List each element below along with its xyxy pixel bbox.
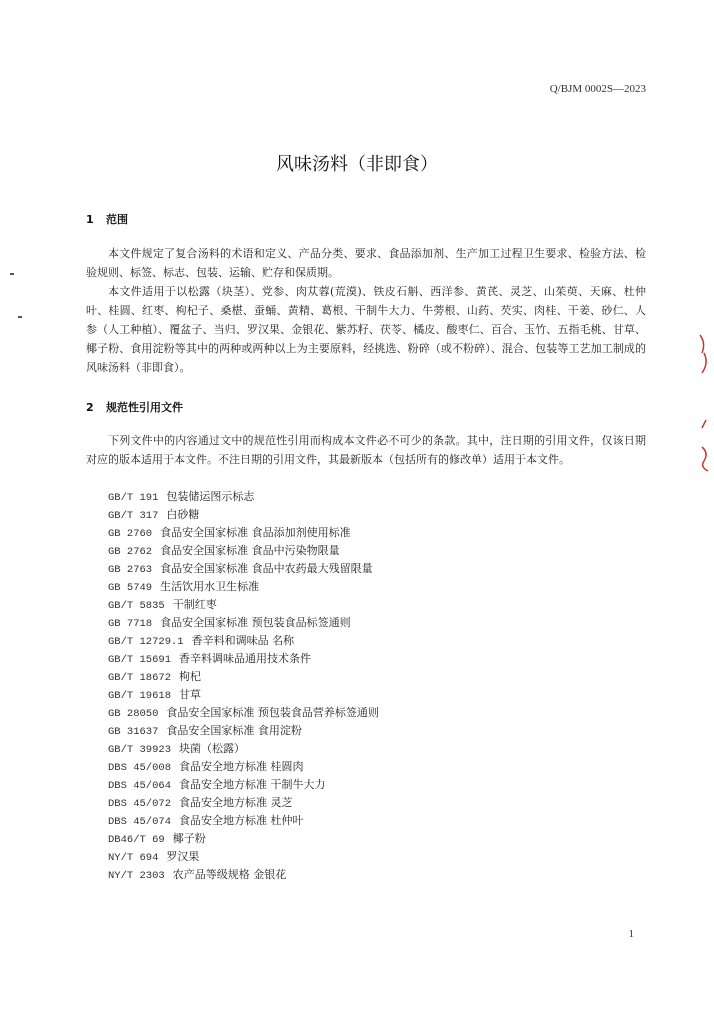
reference-code: DBS 45/008	[108, 762, 172, 774]
reference-item	[108, 776, 379, 794]
reference-name: 食品安全国家标准 食品中农药最大残留限量	[160, 562, 373, 575]
reference-code: GB 5749	[108, 582, 153, 594]
reference-name: 食品安全国家标准 预包装食品标签通则	[160, 616, 351, 629]
reference-item	[108, 578, 379, 596]
reference-name: 食品安全地方标准 干制牛大力	[179, 778, 326, 791]
reference-code: GB/T 317	[108, 510, 159, 522]
reference-code: GB/T 18672	[108, 672, 172, 684]
reference-item	[108, 740, 379, 758]
reference-name: 香辛料调味品通用技术条件	[179, 652, 312, 665]
scan-mark	[10, 273, 14, 275]
reference-item	[108, 560, 379, 578]
reference-name: 干制红枣	[172, 598, 217, 611]
section-heading-scope	[86, 211, 128, 227]
scan-mark	[18, 316, 22, 318]
reference-code: GB/T 15691	[108, 654, 172, 666]
reference-item	[108, 794, 379, 812]
reference-code: DBS 45/074	[108, 816, 172, 828]
reference-item	[108, 722, 379, 740]
scope-paragraph-1: 本文件规定了复合汤料的术语和定义、产品分类、要求、食品添加剂、生产加工过程卫生要求、检验方法、检验规则、标签、标志、包装、运输、贮存和保质期。	[86, 247, 646, 279]
reference-name: 甘草	[179, 688, 202, 701]
section-number: 2	[86, 401, 94, 414]
reference-code: GB 7718	[108, 618, 153, 630]
reference-item	[108, 704, 379, 722]
reference-name: 白砂糖	[166, 508, 200, 521]
reference-item	[108, 758, 379, 776]
reference-name: 食品安全国家标准 食用淀粉	[166, 724, 302, 737]
reference-code: DBS 45/072	[108, 798, 172, 810]
reference-code: GB 31637	[108, 726, 159, 738]
reference-code: DBS 45/064	[108, 780, 172, 792]
red-ink-trace	[696, 325, 714, 475]
reference-item	[108, 866, 379, 884]
scope-paragraph-2: 本文件适用于以松露（块茎）、党参、肉苁蓉(荒漠)、铁皮石斛、西洋参、黄芪、灵芝、山茱萸、天麻、杜仲叶、桂圆、红枣、枸杞子、桑椹、蚕蛹、黄精、葛根、干制牛大力、牛蒡根、山药、芡实、肉桂、干姜、砂仁、人参（人工种植）、覆盆子、当归、罗汉果、金银花、紫苏籽、茯苓、橘皮、酸枣仁、百合、玉竹、五指毛桃、甘草、椰子粉、食用淀粉等其中的两种或两种以上为主要原料，经挑选、粉碎（或不粉碎）、混合、包装等工艺加工制成的风味汤料（非即食）。	[86, 285, 646, 374]
reference-name: 块菌（松露）	[179, 742, 246, 755]
reference-code: GB 28050	[108, 708, 159, 720]
reference-item	[108, 506, 379, 524]
reference-item	[108, 830, 379, 848]
reference-code: NY/T 694	[108, 852, 159, 864]
reference-name: 食品安全国家标准 食品添加剂使用标准	[160, 526, 351, 539]
reference-code: GB/T 5835	[108, 600, 165, 612]
references-intro-paragraph: 下列文件中的内容通过文中的规范性引用而构成本文件必不可少的条款。其中，注日期的引用文件，仅该日期对应的版本适用于本文件。不注日期的引用文件，其最新版本（包括所有的修改单）适用于本文件。	[86, 434, 646, 466]
reference-code: GB/T 12729.1	[108, 636, 184, 648]
reference-code: DB46/T 69	[108, 834, 165, 846]
reference-item	[108, 614, 379, 632]
reference-item	[108, 686, 379, 704]
section-title: 范围	[106, 213, 128, 226]
section-heading-normative-references	[86, 399, 183, 415]
reference-code: GB 2760	[108, 528, 153, 540]
reference-item	[108, 812, 379, 830]
reference-name: 椰子粉	[172, 832, 206, 845]
standard-code: Q/BJM 0002S—2023	[549, 83, 646, 95]
reference-name: 香辛料和调味品 名称	[191, 634, 295, 647]
reference-name: 食品安全国家标准 食品中污染物限量	[160, 544, 340, 557]
reference-item	[108, 488, 379, 506]
reference-name: 食品安全地方标准 桂圆肉	[179, 760, 304, 773]
reference-code: GB/T 39923	[108, 744, 172, 756]
reference-name: 罗汉果	[166, 850, 200, 863]
reference-name: 包装储运图示标志	[166, 490, 255, 503]
reference-code: GB/T 191	[108, 492, 159, 504]
reference-name: 食品安全地方标准 灵芝	[179, 796, 293, 809]
reference-list	[108, 488, 379, 884]
reference-code: GB 2763	[108, 564, 153, 576]
reference-name: 农产品等级规格 金银花	[172, 868, 287, 881]
reference-code: GB 2762	[108, 546, 153, 558]
section-title: 规范性引用文件	[106, 401, 183, 414]
section-number: 1	[86, 213, 94, 226]
reference-item	[108, 848, 379, 866]
reference-name: 枸杞	[179, 670, 202, 683]
reference-item	[108, 650, 379, 668]
reference-name: 食品安全国家标准 预包装食品营养标签通则	[166, 706, 379, 719]
reference-name: 生活饮用水卫生标准	[160, 580, 260, 593]
reference-item	[108, 524, 379, 542]
reference-item	[108, 632, 379, 650]
page-number: 1	[628, 928, 634, 940]
reference-item	[108, 542, 379, 560]
reference-code: GB/T 19618	[108, 690, 172, 702]
reference-item	[108, 596, 379, 614]
reference-name: 食品安全地方标准 杜仲叶	[179, 814, 304, 827]
document-title: 风味汤料（非即食）	[276, 154, 438, 175]
reference-item	[108, 668, 379, 686]
reference-code: NY/T 2303	[108, 870, 165, 882]
